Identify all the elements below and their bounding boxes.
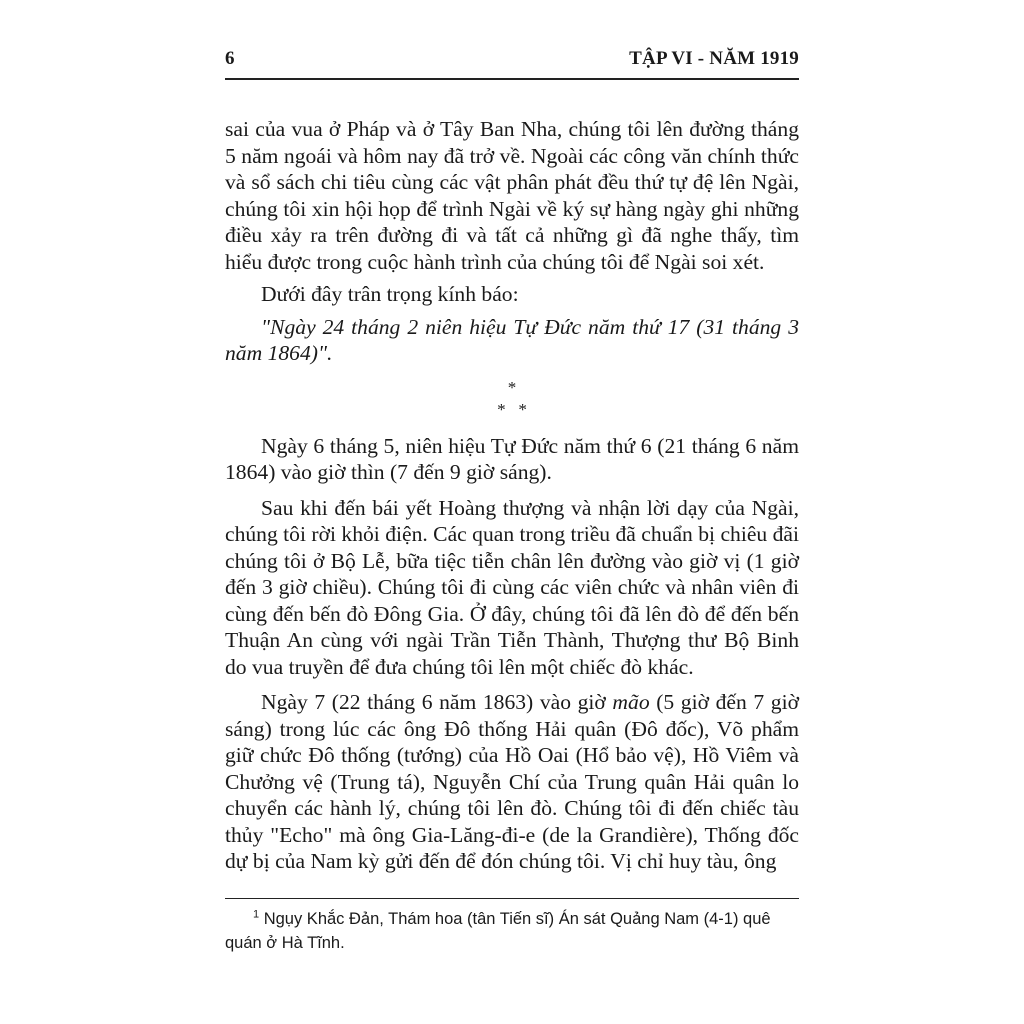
hour-term-italic: mão — [612, 690, 650, 714]
paragraph-report-intro: Dưới đây trân trọng kính báo: — [261, 282, 519, 306]
footnote — [225, 907, 799, 955]
footnote-marker: 1 — [253, 908, 260, 921]
separator-star-top: * — [507, 377, 517, 397]
paragraph-day-6: Ngày 6 tháng 5, niên hiệu Tự Đức năm thứ 6 (21 tháng 6 năm 1864) vào giờ thìn (7 đến 9 giờ sáng). — [225, 433, 799, 484]
paragraph-day-7 — [225, 689, 799, 875]
paragraph-audience: Sau khi đến bái yết Hoàng thượng và nhận lời dạy của Ngài, chúng tôi rời khỏi điện. Các quan trong triều đã chuẩn bị chiêu đãi chúng tôi ở Bộ Lễ, bữa tiệc tiễn chân lên đường vào giờ vị (1 giờ đến 3 giờ chiều). Chúng tôi đi cùng các viên chức và nhân viên đi cùng đến bến đò Đông Gia. Ở đây, chúng tôi đã lên đò để đến bến Thuận An cùng với ngài Trần Tiễn Thành, Thượng thư Bộ Binh do vua truyền để đưa chúng tôi lên một chiếc đò khác. — [225, 495, 799, 679]
running-title: TẬP VI - NĂM 1919 — [629, 48, 799, 69]
footnote-text: Ngụy Khắc Đản, Thám hoa (tân Tiến sĩ) Án sát Quảng Nam (4-1) quê quán ở Hà Tĩnh. — [225, 910, 771, 952]
page-number: 6 — [225, 48, 235, 69]
page-header — [225, 48, 799, 80]
footnote-divider — [225, 898, 799, 899]
paragraph-continuation: sai của vua ở Pháp và ở Tây Ban Nha, chúng tôi lên đường tháng 5 năm ngoái và hôm nay đã trở về. Ngoài các công văn chính thức và sổ sách chi tiêu cùng các vật phân phát đều thứ tự đệ lên Ngài, chúng tôi xin hội họp để trình Ngài về ký sự hàng ngày ghi những điều xảy ra trên đường đi và tất cả những gì đã nghe thấy, tìm hiểu được trong cuộc hành trình của chúng tôi để Ngài soi xét. — [225, 117, 799, 274]
day-7-text-start: Ngày 7 (22 tháng 6 năm 1863) vào giờ — [261, 690, 613, 714]
paragraph-date-quote: "Ngày 24 tháng 2 niên hiệu Tự Đức năm thứ 17 (31 tháng 3 năm 1864)". — [225, 314, 799, 365]
page-body — [225, 116, 799, 875]
separator-stars-bottom: * * — [497, 399, 527, 419]
day-7-text-rest: (5 giờ đến 7 giờ sáng) trong lúc các ông Đô thống Hải quân (Đô đốc), Võ phẩm giữ chức Đô thống (tướng) của Hồ Oai (Hổ bảo vệ), Hồ Viêm và Chưởng vệ (Trung tá), Nguyễn Chí của Trung quân Hải quân lo chuyển các hành lý, chúng tôi lên đò. Chúng tôi đi đến chiếc tàu thủy "Echo" mà ông Gia-Lăng-đi-e (de la Grandière), Thống đốc dự bị của Nam kỳ gửi đến để đón chúng tôi. Vị chỉ huy tàu, ông — [225, 690, 799, 873]
section-separator — [225, 377, 799, 421]
